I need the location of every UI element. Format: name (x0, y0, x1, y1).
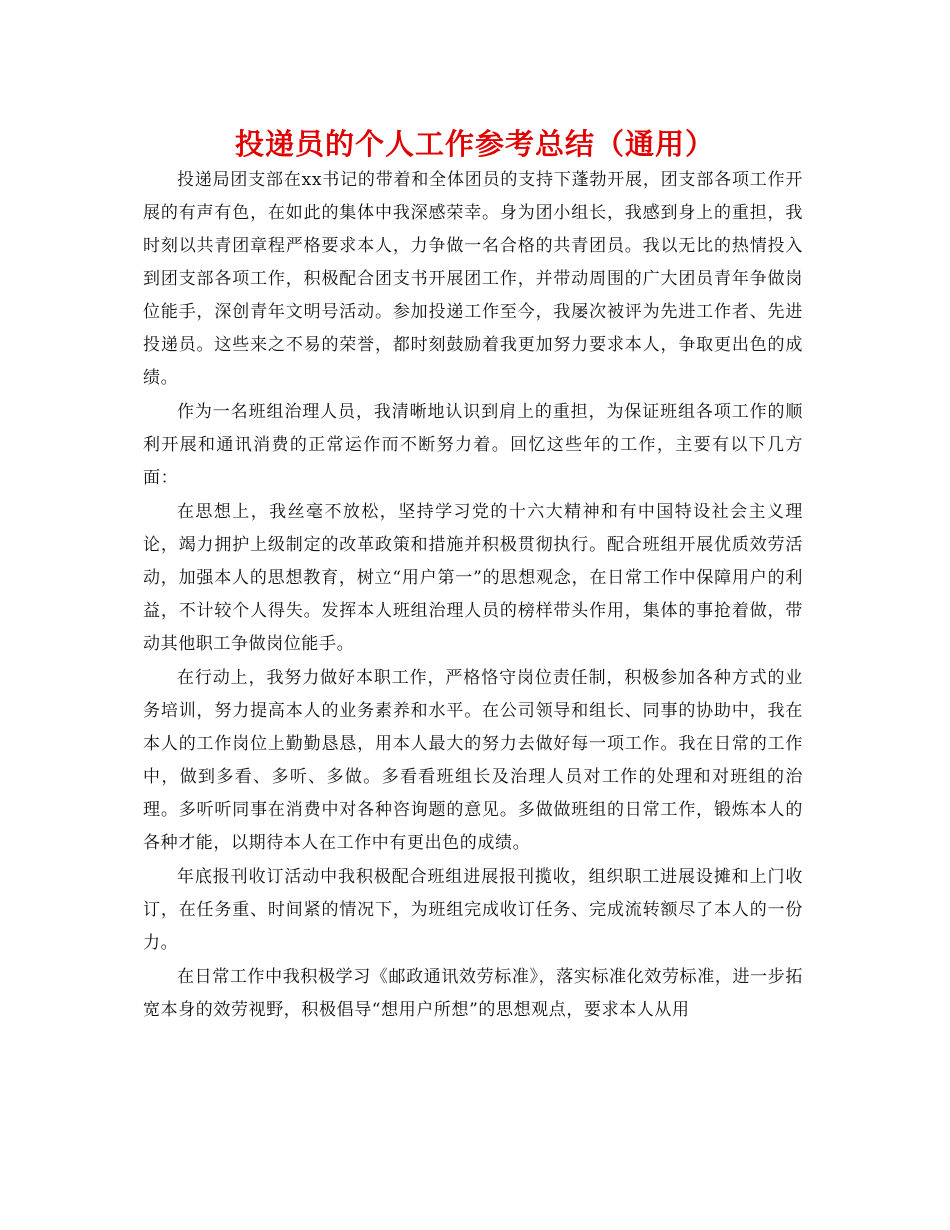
document-body (143, 164, 803, 1028)
paragraph-2: 作为一名班组治理人员，我清晰地认识到肩上的重担，为保证班组各项工作的顺利开展和通讯消费的正常运作而不断努力着。回忆这些年的工作，主要有以下几方面： (143, 402, 803, 488)
paragraph-5: 年底报刊收订活动中我积极配合班组进展报刊揽收，组织职工进展设摊和上门收订，在任务重、时间紧的情况下，为班组完成收订任务、完成流转额尽了本人的一份力。 (143, 867, 803, 953)
document-title: 投递员的个人工作参考总结（通用） (234, 127, 715, 161)
paragraph-6: 在日常工作中我积极学习《邮政通讯效劳标准》，落实标准化效劳标准，进一步拓宽本身的效劳视野，积极倡导“想用户所想”的思想观点，要求本人从用 (143, 967, 803, 1020)
paragraph-1: 投递局团支部在xx书记的带着和全体团员的支持下蓬勃开展，团支部各项工作开展的有声有色，在如此的集体中我深感荣幸。身为团小组长，我感到身上的重担，我时刻以共青团章程严格要求本人，力争做一名合格的共青团员。我以无比的热情投入到团支部各项工作，积极配合团支书开展团工作，并带动周围的广大团员青年争做岗位能手，深创青年文明号活动。参加投递工作至今，我屡次被评为先进工作者、先进投递员。这些来之不易的荣誉，都时刻鼓励着我更加努力要求本人，争取更出色的成绩。 (143, 170, 803, 388)
paragraph-3: 在思想上，我丝毫不放松，坚持学习党的十六大精神和有中国特设社会主义理论，竭力拥护上级制定的改革政策和措施并积极贯彻执行。配合班组开展优质效劳活动，加强本人的思想教育，树立“用户第一”的思想观念，在日常工作中保障用户的利益，不计较个人得失。发挥本人班组治理人员的榜样带头作用，集体的事抢着做，带动其他职工争做岗位能手。 (143, 502, 803, 654)
paragraph-4: 在行动上，我努力做好本职工作，严格恪守岗位责任制，积极参加各种方式的业务培训，努力提高本人的业务素养和水平。在公司领导和组长、同事的协助中，我在本人的工作岗位上勤勤恳恳，用本人最大的努力去做好每一项工作。我在日常的工作中，做到多看、多听、多做。多看看班组长及治理人员对工作的处理和对班组的治理。多听听同事在消费中对各种咨询题的意见。多做做班组的日常工作，锻炼本人的各种才能，以期待本人在工作中有更出色的成绩。 (143, 668, 803, 853)
